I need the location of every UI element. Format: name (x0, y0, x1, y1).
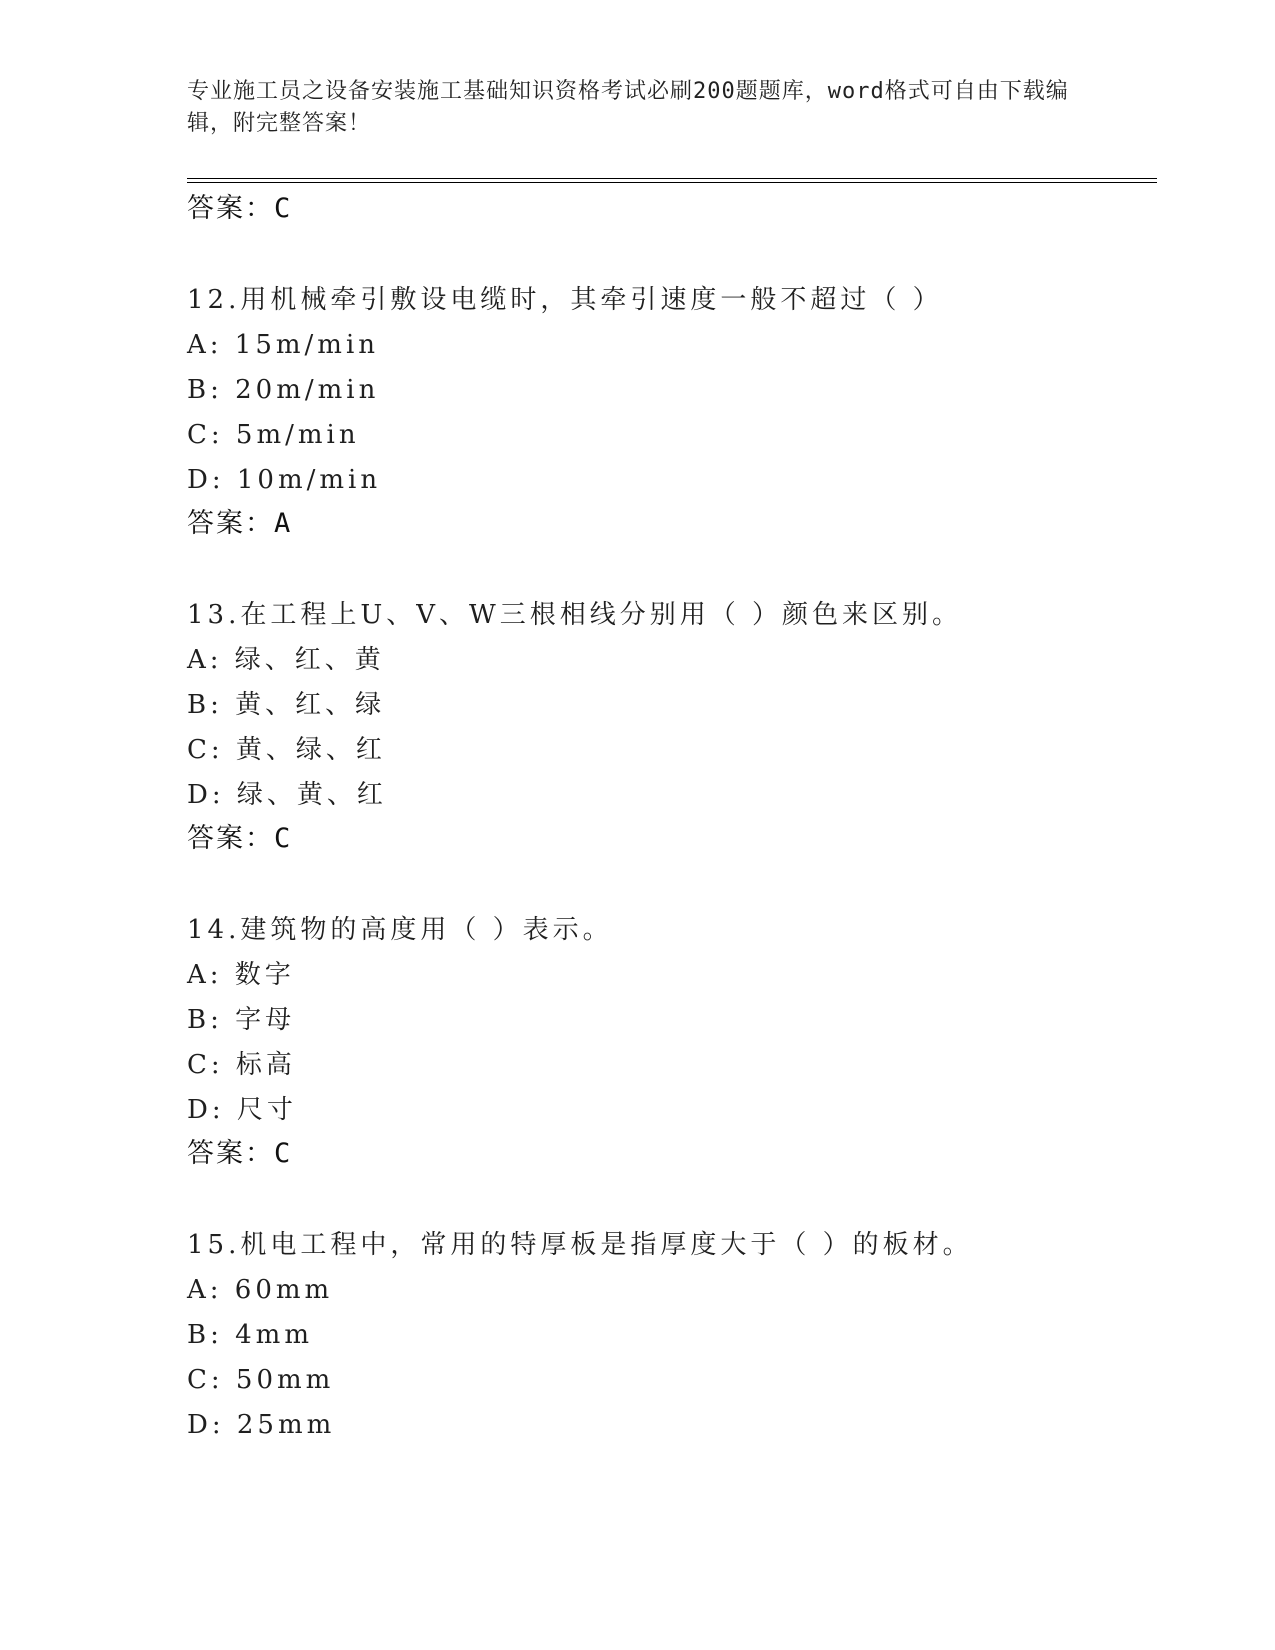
question-13-option-b: B: 黄、红、绿 (187, 690, 386, 720)
question-13-option-c: C: 黄、绿、红 (187, 735, 386, 765)
question-12-option-d: D: 10m/min (187, 465, 382, 495)
question-12-text: 12.用机械牵引敷设电缆时，其牵引速度一般不超过（ ） (187, 285, 943, 315)
question-14-option-a: A: 数字 (187, 960, 295, 990)
question-15-option-a: A: 60mm (187, 1275, 334, 1305)
header-divider-top (187, 178, 1157, 179)
question-13-text: 13.在工程上U、V、W三根相线分别用（ ）颜色来区别。 (187, 600, 963, 630)
answer-14: 答案：C (187, 1138, 293, 1169)
question-12-option-b: B: 20m/min (187, 375, 380, 405)
answer-12: 答案：A (187, 508, 293, 539)
question-14-text: 14.建筑物的高度用（ ）表示。 (187, 915, 613, 945)
question-13-option-a: A: 绿、红、黄 (187, 645, 385, 675)
question-15-option-c: C: 50mm (187, 1365, 335, 1395)
document-header: 专业施工员之设备安装施工基础知识资格考试必刷200题题库，word格式可自由下载编辑，附完整答案！ (187, 79, 1069, 136)
question-13-option-d: D: 绿、黄、红 (187, 780, 387, 810)
question-14-option-c: C: 标高 (187, 1050, 296, 1080)
question-14-option-d: D: 尺寸 (187, 1095, 297, 1125)
question-14-option-b: B: 字母 (187, 1005, 296, 1035)
question-15-option-b: B: 4mm (187, 1320, 313, 1350)
question-12-option-c: C: 5m/min (187, 420, 360, 450)
answer-13: 答案：C (187, 823, 293, 854)
question-15-option-d: D: 25mm (187, 1410, 336, 1440)
question-15-text: 15.机电工程中，常用的特厚板是指厚度大于（ ）的板材。 (187, 1230, 973, 1260)
question-12-option-a: A: 15m/min (187, 330, 380, 360)
header-divider-bottom (187, 182, 1157, 183)
answer-11: 答案：C (187, 193, 293, 224)
